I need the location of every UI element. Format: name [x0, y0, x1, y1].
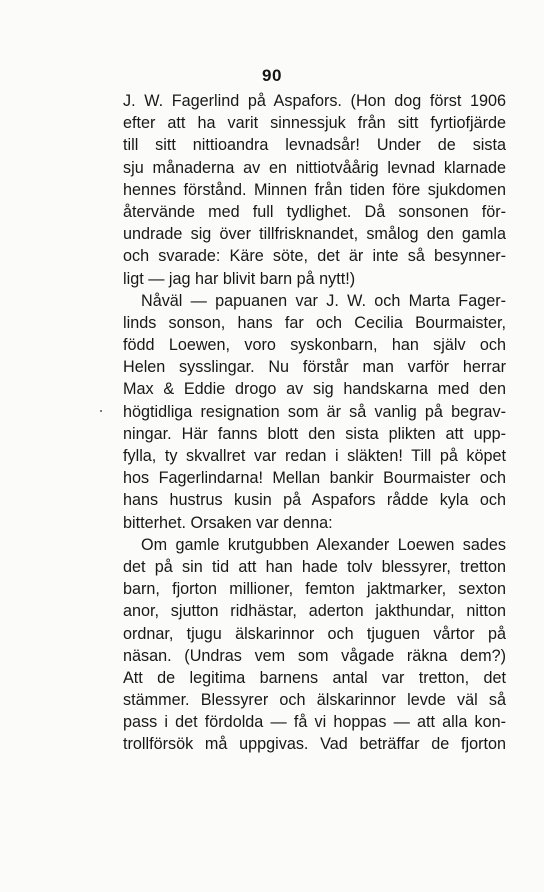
text-line: återvände med full tydlighet. Då sonsonen för- — [123, 202, 506, 221]
text-line: linds sonson, hans far och Cecilia Bourmaister, — [123, 313, 506, 332]
text-line: efter att ha varit sinnessjuk från sitt fyrtiofjärde — [123, 114, 506, 133]
text-line: fylla, ty skvallret var redan i släkten! Till på köpet — [123, 447, 506, 465]
text-line: Helen sysslingar. Nu förstår man varför herrar — [123, 358, 506, 377]
text-line: född Loewen, voro syskonbarn, han själv och — [123, 336, 506, 355]
text-line: det på sin tid att han hade tolv blessyrer, tretton — [123, 557, 506, 576]
text-line: sju månaderna av en nittiotvåårig levnad klarnade — [123, 158, 506, 177]
text-line: till sitt nittioandra levnadsår! Under de sista — [123, 136, 506, 155]
text-line: Nåväl — papuanen var J. W. och Marta Fager- — [141, 291, 506, 310]
text-line: stämmer. Blessyrer och älskarinnor levde väl så — [123, 691, 506, 710]
text-line: bitterhet. Orsaken var denna: — [123, 513, 333, 532]
text-line: och svarade: Käre söte, det är inte så besynner- — [123, 247, 506, 266]
body-text — [123, 90, 506, 756]
text-line: pass i det fördolda — få vi hoppas — att alla kon- — [123, 713, 506, 732]
text-line: ordnar, tjugu älskarinnor och tjuguen vårtor på — [123, 624, 506, 643]
text-line: hans hustrus kusin på Aspafors rådde kyla och — [123, 491, 506, 510]
text-line: anor, sjutton ridhästar, aderton jakthundar, nitton — [123, 602, 506, 621]
text-line: barn, fjorton millioner, femton jaktmarker, sexton — [123, 580, 506, 599]
text-line: Max & Eddie drogo av sig handskarna med den — [123, 380, 506, 399]
text-line: högtidliga resignation som är så vanlig på begrav- — [123, 402, 506, 421]
text-line: hennes förstånd. Minnen från tiden före sjukdomen — [123, 180, 506, 199]
text-line: hos Fagerlindarna! Mellan bankir Bourmaister och — [123, 469, 506, 488]
text-line: ligt — jag har blivit barn på nytt!) — [123, 269, 356, 288]
text-line: näsan. (Undras vem som vågade räkna dem?) — [123, 646, 506, 665]
text-line: undrade sig över tillfrisknandet, smålog den gamla — [123, 225, 506, 244]
text-line: trollförsök må uppgivas. Vad beträffar de fjorton — [123, 735, 506, 754]
print-speck — [100, 410, 102, 412]
text-line: Att de legitima barnens antal var tretton, det — [123, 668, 506, 687]
text-line: Om gamle krutgubben Alexander Loewen sades — [141, 535, 506, 554]
text-line: ningar. Här fanns blott den sista plikten att upp- — [123, 424, 506, 443]
text-line: J. W. Fagerlind på Aspafors. (Hon dog först 1906 — [123, 92, 506, 110]
page-number: 90 — [262, 66, 282, 85]
